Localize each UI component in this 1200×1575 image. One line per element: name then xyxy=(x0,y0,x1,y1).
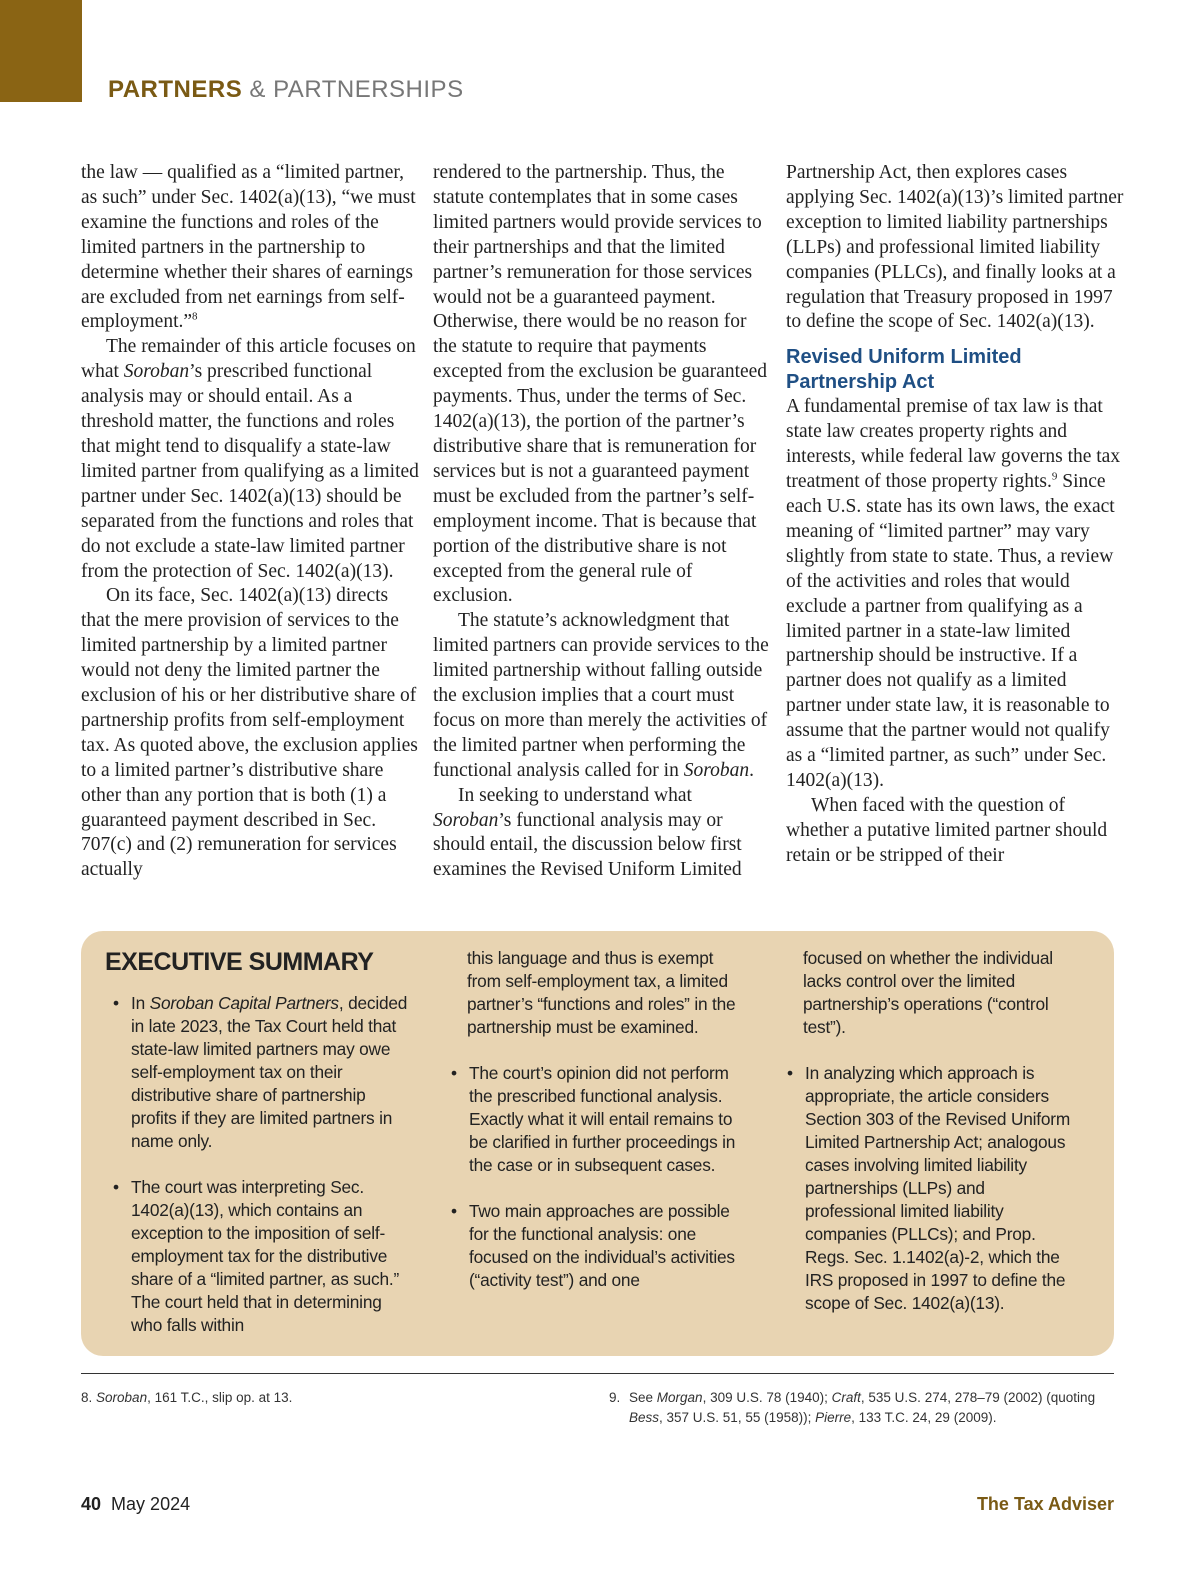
paragraph xyxy=(786,395,1126,794)
corner-color-block xyxy=(0,0,82,102)
section-header-strong: PARTNERS xyxy=(108,76,243,103)
paragraph-text: The statute’s acknowledgment that limited partners can provide services to the limited partnership without falling outside the exclusion implies that a court must focus on more than merely the activities of the limited partner when performing the functional analysis called for in xyxy=(433,610,769,781)
footnote-9 xyxy=(609,1388,1109,1428)
section-header-rest: & PARTNERSHIPS xyxy=(249,76,464,103)
bullet-icon: • xyxy=(113,1177,119,1197)
case-name: Soroban Capital Partners xyxy=(149,993,339,1013)
footnote-number: 8. xyxy=(81,1390,93,1405)
summary-bullet xyxy=(443,1062,743,1177)
paragraph: When faced with the question of whether a putative limited partner should retain or be stripped of their xyxy=(786,794,1108,866)
issue-date: May 2024 xyxy=(111,1494,191,1514)
bullet-icon: • xyxy=(451,1063,457,1083)
summary-bullet xyxy=(779,1062,1079,1315)
paragraph-text: . xyxy=(749,759,754,781)
case-name: Soroban xyxy=(683,759,750,781)
bullet-text: Two main approaches are possible for the functional analysis: one focused on the individual’s activities (“activity test”) and one xyxy=(469,1201,735,1290)
paragraph-text: ’s prescribed functional analysis may or should entail. As a threshold matter, the functions and roles that might tend to disqualify a state-law limited partner from qualifying as a limited partner under Sec. 1402(a)(13) should be separated from the functions and roles that do not exclude a state-law limited partner from the protection of Sec. 1402(a)(13). xyxy=(81,361,419,582)
executive-summary-box xyxy=(81,931,1114,1356)
paragraph-text: In seeking to understand what xyxy=(458,784,692,806)
summary-bullet xyxy=(105,1176,415,1337)
bullet-text: In analyzing which approach is appropriate, the article considers Section 303 of the Revised Uniform Limited Partnership Act; analogous cases involving limited liability partnerships (LLPs) and professional limited liability companies (PLLCs); and Prop. Regs. Sec. 1.1402(a)-2, which the IRS proposed in 1997 to define the scope of Sec. 1402(a)(13). xyxy=(805,1063,1071,1313)
bullet-text: In xyxy=(131,993,150,1013)
footnote-text-part: , 357 U.S. 51, 55 (1958)); xyxy=(659,1410,816,1425)
section-header xyxy=(108,74,464,106)
article-column-3 xyxy=(786,161,1126,869)
case-name: Soroban xyxy=(96,1390,148,1405)
executive-summary-title: EXECUTIVE SUMMARY xyxy=(105,948,374,976)
case-name: Craft xyxy=(831,1390,861,1405)
paragraph xyxy=(81,161,421,335)
summary-column-3 xyxy=(779,947,1079,1338)
footnote-divider xyxy=(81,1373,1114,1374)
footnote-text-part: , 133 T.C. 24, 29 (2009). xyxy=(851,1410,997,1425)
bullet-icon: • xyxy=(113,993,119,1013)
paragraph: rendered to the partnership. Thus, the statute contemplates that in some cases limited partners would provide services to their partnerships and that the limited partner’s remuneration for those services would not be a guaranteed payment. Otherwise, there would be no reason for the statute to require that payments excepted from the exclusion be guaranteed payments. Thus, under the terms of Sec. 1402(a)(13), the portion of the partner’s distributive share that is remuneration for services but is not a guaranteed payment must be excluded from the partner’s self-employment income. That is because that portion of the distributive share is not excepted from the general rule of exclusion. xyxy=(433,162,768,607)
footnote-ref: 9 xyxy=(1051,470,1058,483)
footnote-text: , 161 T.C., slip op. at 13. xyxy=(147,1390,293,1405)
bullet-icon: • xyxy=(451,1201,457,1221)
paragraph-text: ’s functional analysis may or should entail, the discussion below first examines the Revised Uniform Limited xyxy=(433,809,742,881)
footnote-text xyxy=(609,1388,1109,1428)
summary-column-1 xyxy=(105,992,415,1360)
bullet-continuation: focused on whether the individual lacks control over the limited partnership’s operations (“control test”). xyxy=(803,948,1053,1037)
paragraph-text: the law — qualified as a “limited partner, as such” under Sec. 1402(a)(13), “we must examine the functions and roles of the limited partners in the partnership to determine whether their shares of earnings are excluded from net earnings from self-employment.” xyxy=(81,162,416,333)
article-column-2 xyxy=(433,161,773,883)
case-name: Bess xyxy=(629,1410,660,1425)
case-name: Morgan xyxy=(656,1390,703,1405)
footnote-text-part: , 309 U.S. 78 (1940); xyxy=(702,1390,832,1405)
footnote-text-part: , 535 U.S. 274, 278–79 (2002) (quoting xyxy=(860,1390,1096,1405)
paragraph-text: A fundamental premise of tax law is that state law creates property rights and interests, while federal law governs the tax treatment of those property rights. xyxy=(786,396,1121,493)
summary-column-2 xyxy=(443,947,743,1315)
footnote-ref: 8 xyxy=(192,310,198,323)
summary-bullet xyxy=(443,1200,743,1292)
paragraph: On its face, Sec. 1402(a)(13) directs that the mere provision of services to the limited partnership by a limited partner would not deny the limited partner the exclusion of his or her distributive share of partnership profits from self-employment tax. As quoted above, the exclusion applies to a limited partner’s distributive share other than any portion that is both (1) a guaranteed payment described in Sec. 707(c) and (2) remuneration for services actually xyxy=(81,585,418,881)
bullet-text: , decided in late 2023, the Tax Court held that state-law limited partners may owe self-employment tax on their distributive share of partnership profits if they are limited partners in name only. xyxy=(131,993,408,1151)
paragraph-text: The remainder of this article focuses on what xyxy=(81,336,416,383)
footnote-text-part: See xyxy=(629,1390,657,1405)
bullet-text: The court was interpreting Sec. 1402(a)(13), which contains an exception to the imposition of self-employment tax for the distributive share of a “limited partner, as such.” The court held that in determining who falls within xyxy=(131,1177,400,1335)
paragraph xyxy=(433,784,773,884)
section-subhead: Revised Uniform Limited Partnership Act xyxy=(786,346,1022,394)
publication-name: The Tax Adviser xyxy=(976,1494,1114,1514)
bullet-continuation: this language and thus is exempt from self-employment tax, a limited partner’s “functions and roles” in the partnership must be examined. xyxy=(467,948,736,1037)
paragraph xyxy=(433,609,773,783)
paragraph: Partnership Act, then explores cases applying Sec. 1402(a)(13)’s limited partner exception to limited liability partnerships (LLPs) and professional limited liability companies (PLLCs), and finally looks at a regulation that Treasury proposed in 1997 to define the scope of Sec. 1402(a)(13). xyxy=(786,162,1124,333)
article-column-1 xyxy=(81,161,421,883)
page-footer-left xyxy=(81,1492,190,1516)
paragraph xyxy=(81,335,421,584)
paragraph-text: Since each U.S. state has its own laws, the exact meaning of “limited partner” may vary slightly from state to state. Thus, a review of the activities and roles that would exclude a partner from qualifying as a limited partner in a state-law limited partnership should be instructive. If a partner does not qualify as a limited partner under state law, it is reasonable to assume that the partner would not qualify as a “limited partner, as such” under Sec. 1402(a)(13). xyxy=(786,471,1115,791)
summary-bullet xyxy=(105,992,415,1153)
case-name: Pierre xyxy=(815,1410,852,1425)
footnote-8 xyxy=(81,1388,501,1408)
bullet-icon: • xyxy=(787,1063,793,1083)
footnote-number: 9. xyxy=(609,1390,621,1405)
bullet-text: The court’s opinion did not perform the prescribed functional analysis. Exactly what it will entail remains to be clarified in further proceedings in the case or in subsequent cases. xyxy=(469,1063,736,1175)
case-name: Soroban xyxy=(123,361,190,383)
page-number: 40 xyxy=(81,1494,102,1514)
case-name: Soroban xyxy=(433,809,499,831)
